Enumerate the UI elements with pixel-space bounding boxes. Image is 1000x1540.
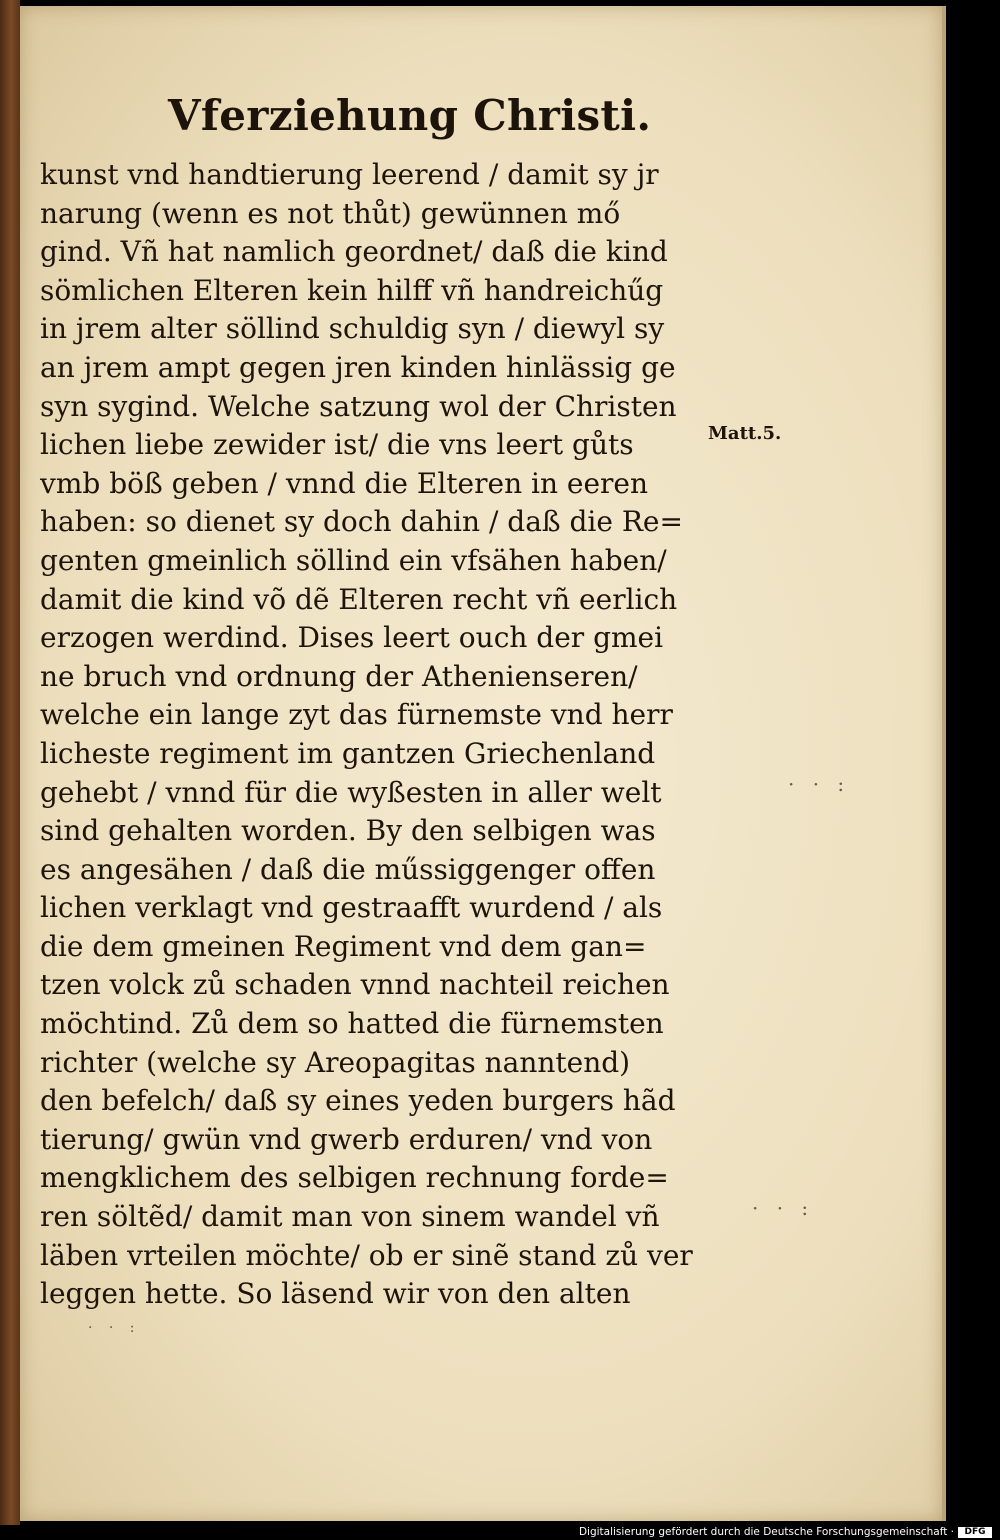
text-line: narung (wenn es not thůt) gewünnen mő — [40, 196, 621, 230]
text-line: richter (welche sy Areopagitas nanntend) — [40, 1045, 631, 1079]
text-line: es angesähen / daß die műssiggenger offen — [40, 852, 656, 886]
text-line: gind. Vñ hat namlich geordnet/ daß die kind — [40, 235, 668, 269]
text-line: erzogen werdind. Dises leert ouch der gmei — [40, 621, 664, 655]
stray-ink-mark: · · : — [88, 1320, 141, 1336]
text-line: möchtind. Zů dem so hatted die fürnemsten — [40, 1007, 664, 1041]
text-line: kunst vnd handtierung leerend / damit sy jr — [40, 158, 659, 191]
text-line: genten gmeinlich söllind ein vfsähen haben/ — [40, 543, 667, 577]
marginal-note: Matt.5. — [708, 423, 782, 444]
text-line: ne bruch vnd ordnung der Athenienseren/ — [40, 659, 638, 693]
text-line: lichen liebe zewider ist/ die vns leert gůts — [40, 428, 634, 462]
text-line: den befelch/ daß sy eines yeden burgers hãd — [40, 1084, 676, 1118]
text-line: licheste regiment im gantzen Griechenland — [40, 736, 656, 770]
stray-ink-mark: · · : — [752, 1196, 815, 1220]
running-head: Vferziehung Christi. — [168, 91, 652, 140]
digitization-credit: Digitalisierung gefördert durch die Deutsche Forschungsgemeinschaft · — [578, 1526, 954, 1538]
text-line: die dem gmeinen Regiment vnd dem gan= — [40, 929, 647, 963]
body-text-block — [40, 156, 708, 1314]
text-line: syn sygind. Welche satzung wol der Christen — [40, 389, 677, 423]
text-line: leggen hette. So läsend wir von den alten — [40, 1277, 631, 1311]
text-line: mengklichem des selbigen rechnung forde= — [40, 1161, 669, 1195]
text-line: haben: so dienet sy doch dahin / daß die Re= — [40, 505, 683, 539]
page-edge — [942, 6, 946, 1521]
text-line: an jrem ampt gegen jren kinden hinlässig ge — [40, 350, 676, 384]
text-line: sind gehalten worden. By den selbigen was — [40, 814, 656, 848]
text-line: läben vrteilen möchte/ ob er sinẽ stand zů ver — [40, 1238, 693, 1272]
text-line: ren söltẽd/ damit man von sinem wandel vñ — [40, 1200, 660, 1234]
text-line: tierung/ gwün vnd gwerb erduren/ vnd von — [40, 1122, 653, 1156]
text-line: lichen verklagt vnd gestraafft wurdend / als — [40, 891, 663, 925]
book-binding — [0, 0, 20, 1525]
text-line: sömlichen Elteren kein hilff vñ handreichűg — [40, 273, 664, 307]
stray-ink-mark: · · : — [788, 772, 851, 796]
text-line: damit die kind võ dẽ Elteren recht vñ eerlich — [40, 582, 678, 616]
text-line: in jrem alter söllind schuldig syn / diewyl sy — [40, 312, 665, 346]
text-line: vmb böß geben / vnnd die Elteren in eeren — [40, 466, 649, 500]
text-line: tzen volck zů schaden vnnd nachteil reichen — [40, 968, 670, 1002]
dfg-logo-icon: DFG — [958, 1527, 992, 1538]
text-line: welche ein lange zyt das fürnemste vnd herr — [40, 698, 673, 732]
text-line: gehebt / vnnd für die wyßesten in aller welt — [40, 775, 662, 809]
